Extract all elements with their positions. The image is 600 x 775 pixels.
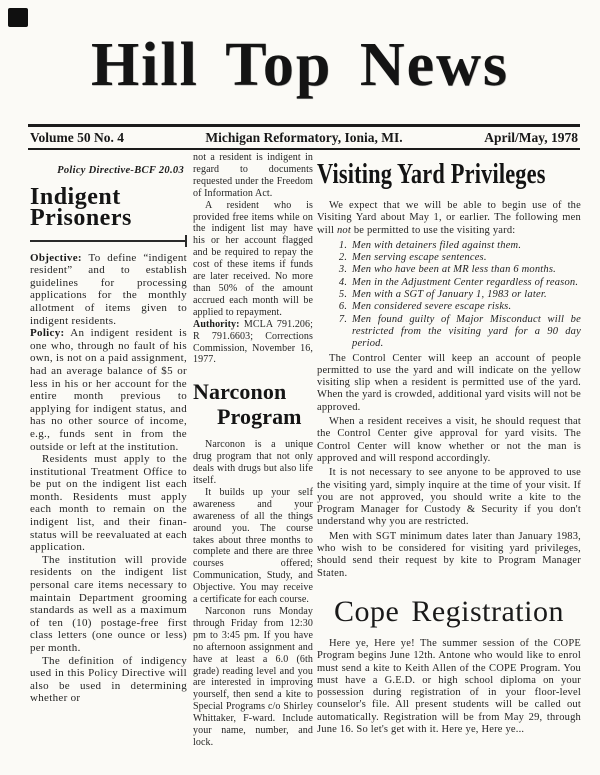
issue-info-line [0,127,600,148]
narconon-course-paragraph: It builds up your self awareness and your awareness of all the things around you. The course takes about three months to complete and there are three courses offered; Communication, Study, and Objective. You may receive a certificate for each course. [193,486,313,606]
visiting-intro-paragraph [317,200,581,237]
restriction-item: 6. Men considered severe escape risks. [350,301,581,313]
cope-body-paragraph: Here ye, Here ye! The summer session of the COPE Program begins June 12th. Antone who would like to enrol must send a kite to Keith Allen of the COPE Program. You must have a G.E.D. or high school diploma on your possession during registration of in your floor-level counselor's file. All present students will be called out automatically. Registration will be from May 29, through June 16. So let's get with it. Here ye, Here ye... [317,637,581,735]
ink-blot-mark [8,8,28,27]
intro-text-before: We expect that we will be able to begin use of the Visiting Yard about May 1, or earlier. The following men will [317,200,581,236]
visit-request-paragraph: When a resident receives a visit, he should request that the Control Center give approval for yard visits. The Control Center will know whether or not the man is approved and will respond accordingly. [317,416,581,464]
cope-registration-headline: Cope Registration [334,594,564,628]
control-center-paragraph: The Control Center will keep an account of people permitted to use the yard and will indicate on the yellow visiting slip when a resident is permitted use of the yard. When the yard is crowded, additional yard visits will not be approved. [317,352,581,413]
authority-paragraph [193,319,313,367]
repay-paragraph: A resident who is provided free items while on the indigent list may have his or her account flagged and be required to repay the cost of these items if funds are later received. No more than 50% of the amount accrued each month will be applied to repayment. [193,199,313,318]
approval-inquiry-paragraph: It is not necessary to see anyone to be approved to use the visiting yard, simply inquire at the time of your visit. If you are not approved, you should write a kite to the Program Manager for Custody & Security if you don't understand why you are restricted. [317,467,581,528]
masthead [0,0,600,150]
article-visiting-yard [317,160,581,736]
authority-text: MCLA 791.206; R 791.6603; Corrections Commission, November 16, 1977. [193,318,313,366]
article-indigent-prisoners [30,163,187,705]
policy-paragraph [30,327,187,453]
institution-name: Michigan Reformatory, Ionia, MI. [205,130,403,145]
narconon-headline-line1: Narconon [193,379,287,405]
narconon-schedule-paragraph: Narconon runs Monday through Friday from 12:30 pm to 3:45 pm. If you have no afternoon assignment and have at least a 6.0 (6th grade) reading level and you are interested in improving yourself, then send a kite to Special Programs c/o Shirley Whittaker, F-ward. Include your name, number, and lock. [193,606,313,748]
sgt-dates-paragraph: Men with SGT minimum dates later than January 1983, who wish to be considered for visiting yard privileges, should send their request by kite to Program Manager Staten. [317,530,581,579]
objective-paragraph [30,252,187,328]
restriction-item: 5. Men with a SGT of January 1, 1983 or later. [350,289,581,301]
definition-paragraph: The definition of indigency used in this Policy Directive will also be used in determining whether or [30,654,187,705]
authority-label: Authority: [193,318,240,330]
volume-number: Volume 50 No. 4 [30,130,125,145]
indigent-prisoners-headline: Indigent Prisoners [30,183,132,231]
apply-paragraph: Residents must apply to the institutional Treatment Office to be put on the indigent list each month. Residents must apply each month to remain on the indigent list, and their finan- status will be reevaluated at each application. [30,453,187,554]
headline-rule [30,240,187,242]
policy-directive-kicker: Policy Directive-BCF 20.03 [57,165,184,176]
column-middle [193,152,313,749]
newspaper-title: Hill Top News [90,31,510,99]
narconon-headline [193,379,313,429]
intro-text-after: be permitted to use the visiting yard: [351,224,516,236]
visiting-yard-headline: Visiting Yard Privileges [317,159,546,190]
restriction-item: 3. Men who have been at MR less than 6 months. [350,264,581,276]
policy-label: Policy: [30,327,65,340]
masthead-rule-bottom [28,148,580,150]
objective-label: Objective: [30,251,82,264]
restriction-item: 7. Men found guilty of Major Misconduct will be restricted from the visiting yard for a 90 day period. [350,314,581,351]
restriction-item: 2. Men serving escape sentences. [350,252,581,264]
restriction-item: 1. Men with detainers filed against them. [350,240,581,252]
not-emphasis: not [336,224,351,236]
objective-text: To define “indigent resident” and to establish guidelines for processing applications for the monthly allotment of items given to indigent residents. [30,251,187,327]
narconon-intro-paragraph: Narconon is a unique drug program that not only deals with drugs but also life itself. [193,439,313,487]
items-paragraph: The institution will provide residents on the indigent list personal care items necessary to maintain Department grooming standards as well as a maximum of ten (10) postage-free first class letters (one ounce or less) per month. [30,553,187,654]
restriction-item: 4. Men in the Adjustment Center regardless of reason. [350,277,581,289]
continuation-paragraph: not a resident is indigent in regard to documents requested under the Freedom of Information Act. [193,152,313,199]
policy-text: An indigent resident is one who, through no fault of his own, is not on a paid assignment, had an average balance of $5 or less in his or her account for the entire month previous to applying for indigent status, and has no other source of income, e.g., funds sent in from the outside or left at the institution. [30,327,187,453]
restrictions-list [317,240,581,351]
issue-date: April/May, 1978 [484,130,578,145]
narconon-headline-line2: Program [217,404,302,430]
